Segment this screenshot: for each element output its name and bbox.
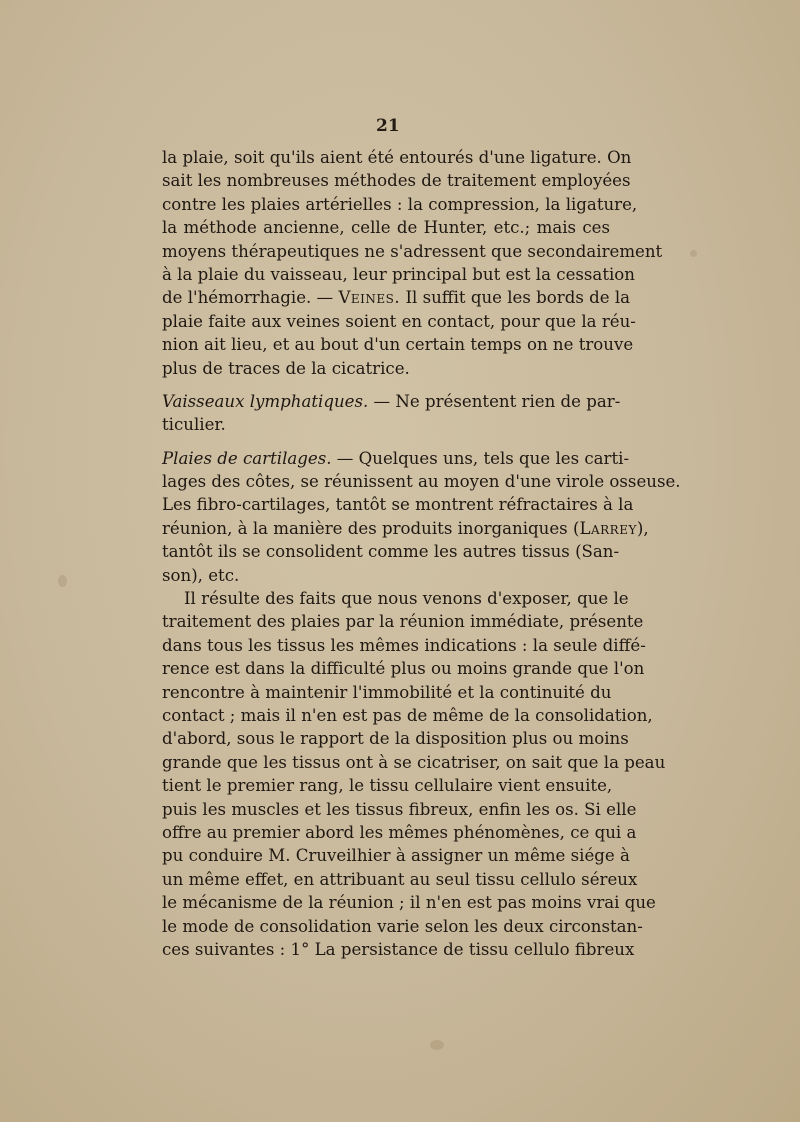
- text-line: [162, 390, 621, 413]
- text-line: Les fibro-cartilages, tantôt se montrent réfractaires à la: [162, 495, 634, 515]
- text-line: d'abord, sous le rapport de la disposition plus ou moins: [162, 729, 629, 749]
- text-line: tantôt ils se consolident comme les autres tissus (San-: [162, 542, 620, 562]
- text-line: nion ait lieu, et au bout d'un certain temps on ne trouve: [162, 335, 634, 355]
- text-run: Il suffit que les bords de la: [400, 288, 631, 308]
- text-line: plaie faite aux veines soient en contact, pour que la réu-: [162, 311, 636, 331]
- text-line: la plaie, soit qu'ils aient été entourés d'une ligature. On: [162, 148, 632, 167]
- text-line: rence est dans la difficulté plus ou moins grande que l'on: [162, 659, 645, 679]
- text-line: Il résulte des faits que nous venons d'exposer, que le: [184, 589, 629, 609]
- text-run: — Ne présentent rien de par-: [368, 391, 621, 411]
- paper-stain: [690, 250, 697, 257]
- text-line: [162, 517, 649, 540]
- text-line: le mécanisme de la réunion ; il n'en est pas moins vrai que: [162, 893, 656, 913]
- paper-stain: [430, 1040, 444, 1050]
- text-line: le mode de consolidation varie selon les deux circonstan-: [162, 916, 643, 936]
- author-name-larrey: Larrey: [579, 518, 637, 538]
- section-label-plaies-de-cartilages: Plaies de cartilages.: [162, 448, 332, 468]
- text-line: grande que les tissus ont à se cicatriser, on sait que la peau: [162, 752, 666, 772]
- body-text: [162, 146, 681, 961]
- text-line: [162, 286, 631, 309]
- text-line: contact ; mais il n'en est pas de même de la consolidation,: [162, 705, 653, 725]
- text-line: lages des côtes, se réunissent au moyen d'une virole osseuse.: [162, 472, 681, 492]
- paragraph-gap: [162, 380, 610, 390]
- text-line: un même effet, en attribuant au seul tissu cellulo séreux: [162, 869, 638, 889]
- text-run: — Quelques uns, tels que les carti-: [331, 448, 630, 468]
- text-line: moyens thérapeutiques ne s'adressent que secondairement: [162, 241, 663, 261]
- text-line: la méthode ancienne, celle de Hunter, etc.; mais ces: [162, 218, 610, 238]
- section-label-vaisseaux-lymphatiques: Vaisseaux lymphatiques.: [162, 391, 369, 411]
- text-line: à la plaie du vaisseau, leur principal but est la cessation: [162, 264, 635, 284]
- text-run: réunion, à la manière des produits inorganiques (: [162, 518, 580, 538]
- text-run: de l'hémorrhagie. —: [162, 288, 334, 308]
- text-line: traitement des plaies par la réunion immédiate, présente: [162, 612, 644, 632]
- text-line: [162, 447, 630, 470]
- paper-stain: [58, 575, 67, 587]
- text-line: son), etc.: [162, 565, 240, 585]
- text-line: dans tous les tissus les mêmes indications : la seule diffé-: [162, 635, 646, 655]
- text-run: ),: [636, 518, 649, 538]
- text-line: tient le premier rang, le tissu cellulaire vient ensuite,: [162, 776, 613, 796]
- text-line: offre au premier abord les mêmes phénomènes, ce qui a: [162, 822, 637, 842]
- text-line: contre les plaies artérielles : la compression, la ligature,: [162, 194, 638, 214]
- paragraph-gap: [162, 437, 610, 447]
- text-line: puis les muscles et les tissus fibreux, enfin les os. Si elle: [162, 799, 637, 819]
- text-line: plus de traces de la cicatrice.: [162, 358, 410, 378]
- text-line: rencontre à maintenir l'immobilité et la continuité du: [162, 682, 612, 702]
- text-line: ticulier.: [162, 415, 226, 435]
- page-number: 21: [376, 116, 400, 136]
- text-line: sait les nombreuses méthodes de traitement employées: [162, 171, 631, 191]
- text-line: ces suivantes : 1° La persistance de tissu cellulo fibreux: [162, 939, 635, 959]
- text-line: pu conduire M. Cruveilhier à assigner un même siége à: [162, 846, 630, 866]
- section-label-veines: Veines.: [338, 288, 401, 308]
